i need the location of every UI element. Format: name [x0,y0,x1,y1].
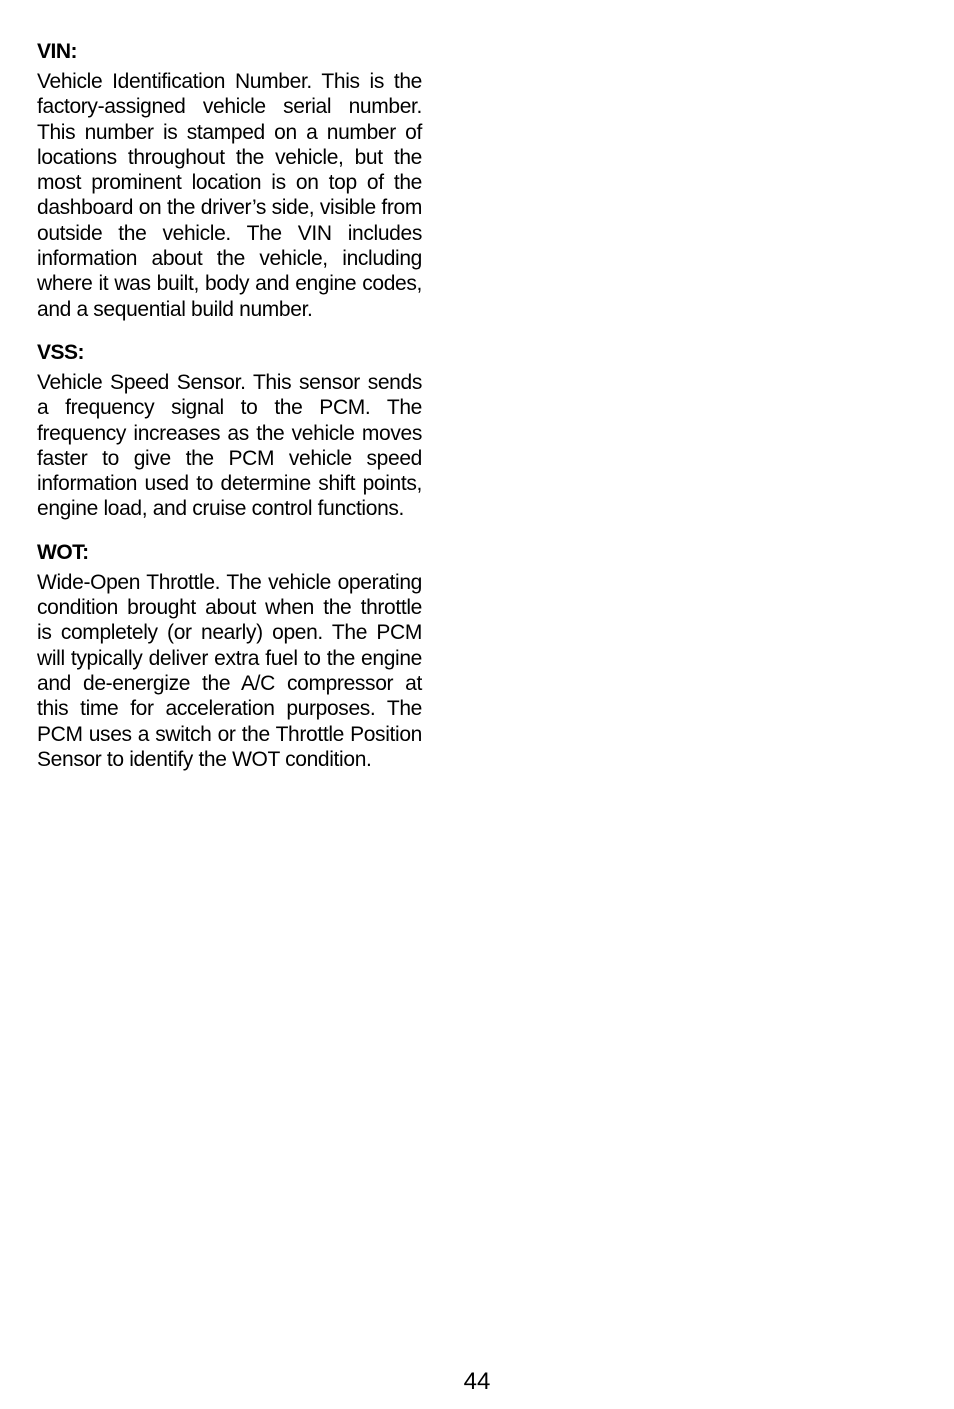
term-definition: Vehicle Speed Sensor. This sensor sends a frequency signal to the PCM. The frequency increases as the vehicle moves faster to give the PCM vehicle speed information used to determine shift points, engine load, and cruise control functions. [37,370,422,521]
page-number: 44 [463,1368,491,1395]
term-definition: Vehicle Identification Number. This is the factory-assigned vehicle serial number. This number is stamped on a number of locations throughout the vehicle, but the most prominent location is on top of the dashboard on the driver’s side, visible from outside the vehicle. The VIN includes information about the vehicle, including where it was built, body and engine codes, and a sequential build number. [37,70,422,321]
term-definition: Wide-Open Throttle. The vehicle operating condition brought about when the throttle is completely (or nearly) open. The PCM will typically deliver extra fuel to the engine and de-energize the A/C compressor at this time for acceleration purposes. The PCM uses a switch or the Throttle Position Sensor to identify the WOT condition. [37,570,422,771]
glossary-entry-vss [37,339,422,522]
term-heading: VSS: [37,340,85,364]
glossary-column [37,38,422,789]
glossary-entry-wot [37,539,422,772]
term-heading: WOT: [37,540,89,564]
term-heading: VIN: [37,40,77,63]
glossary-entry-vin [37,38,422,322]
